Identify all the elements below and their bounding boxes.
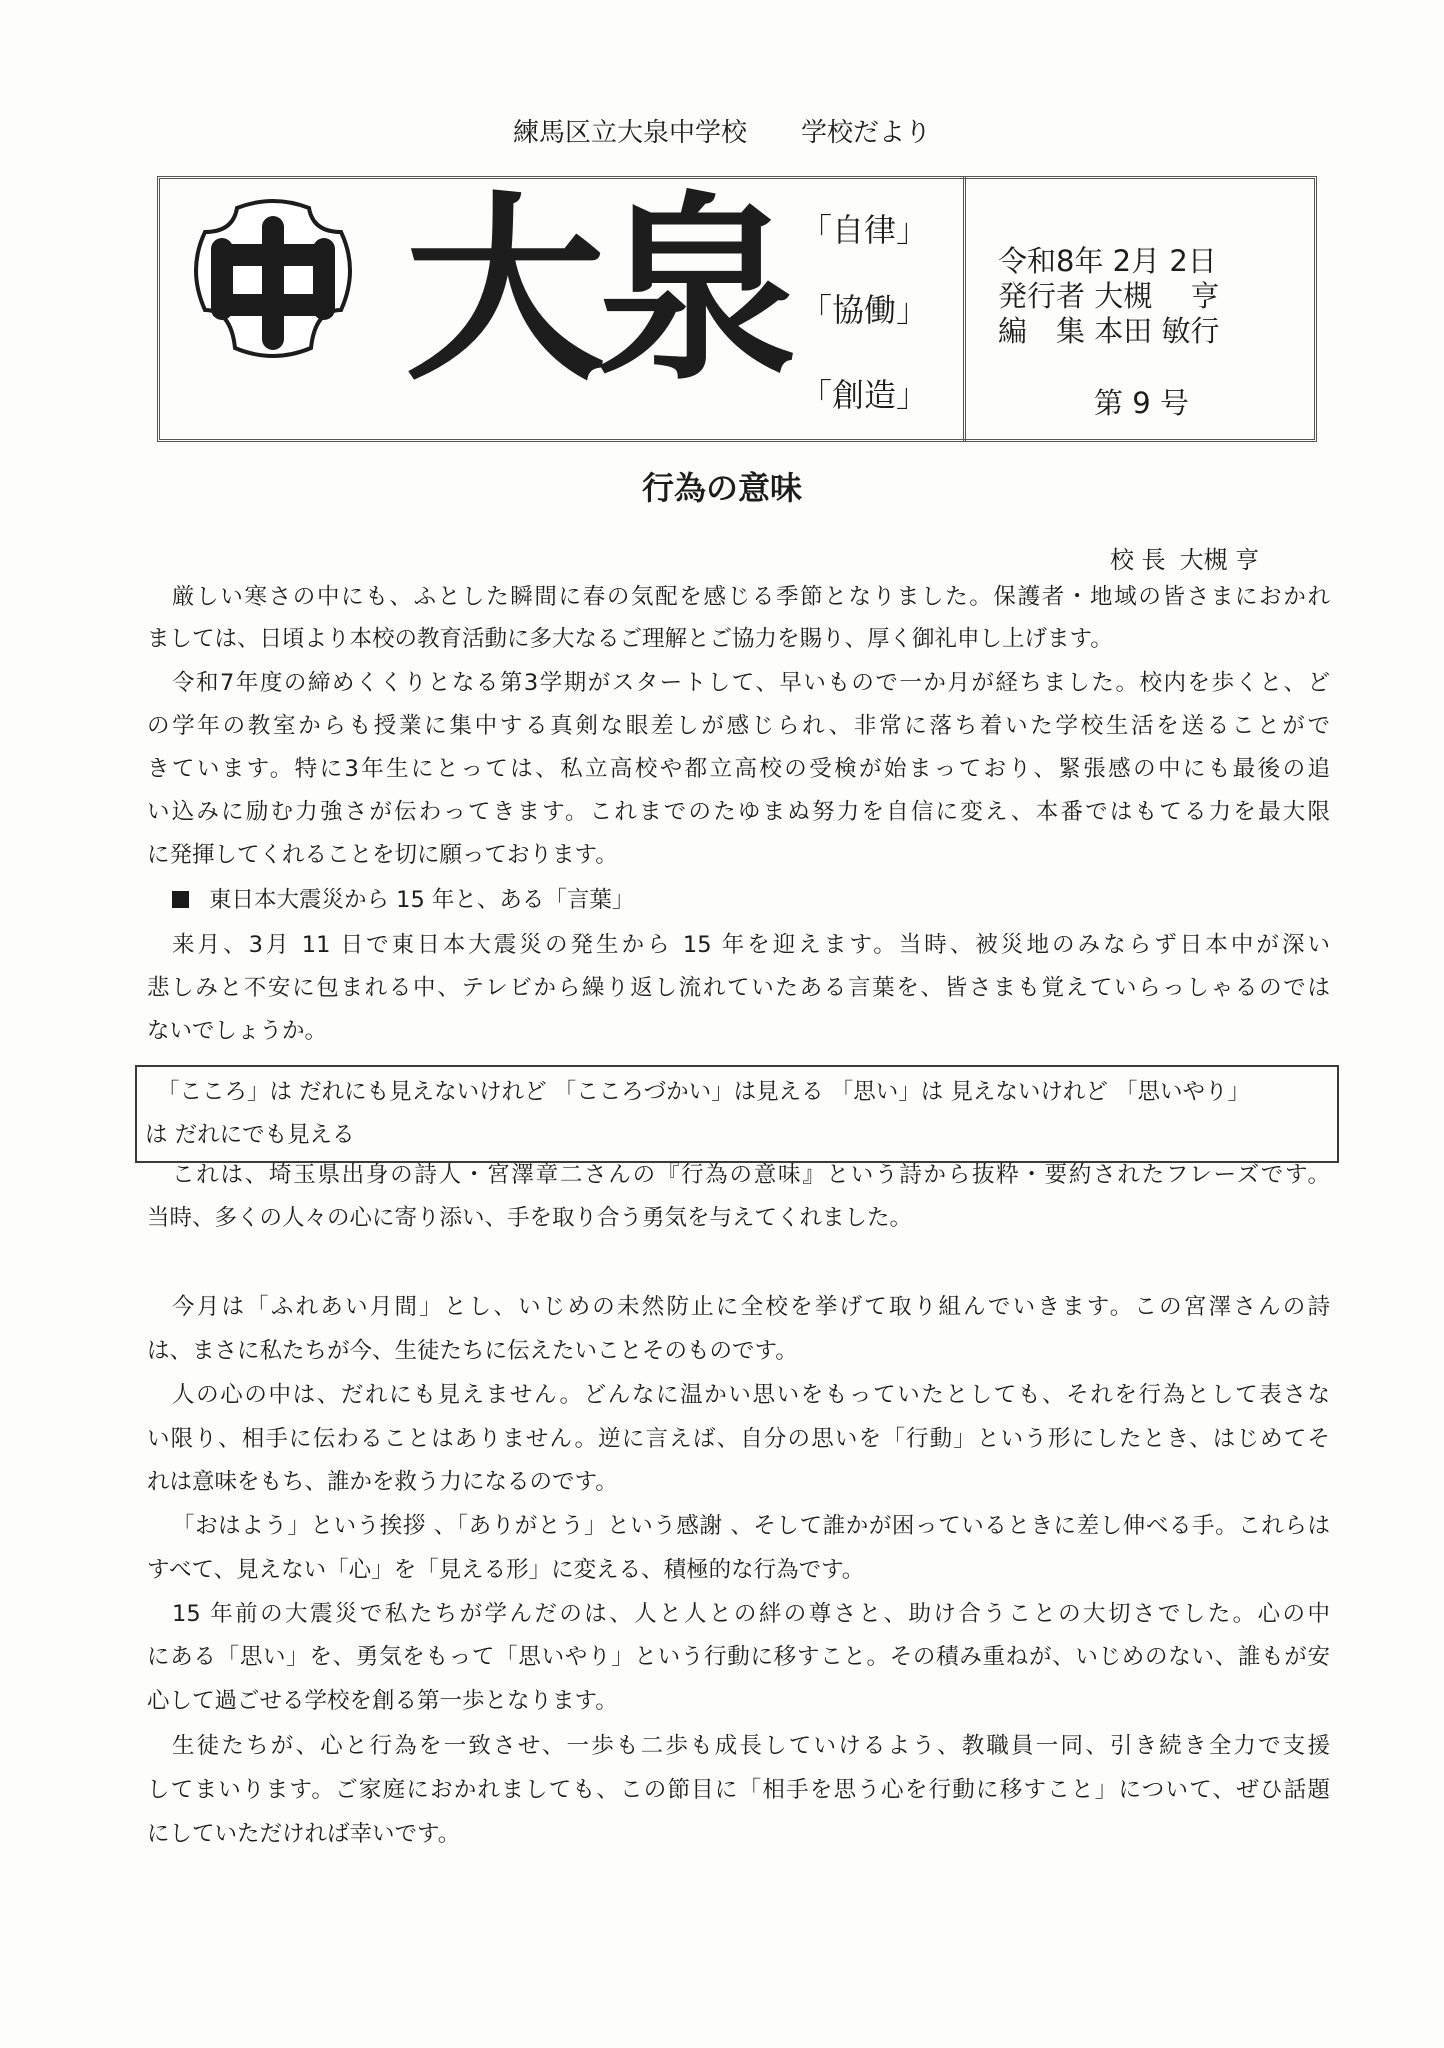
paragraph-7-line: 「おはよう」という挨拶 、「ありがとう」という感謝 、そして誰かが困っているときに差し伸べる手。これらは xyxy=(172,1513,1330,1539)
paragraph-3-line: ないでしょうか。 xyxy=(147,1018,328,1044)
paragraph-6-line: れは意味をもち、誰かを救う力になるのです。 xyxy=(147,1469,618,1495)
paragraph-1-line: ましては、日頃より本校の教育活動に多大なるご理解とご協力を賜り、厚く御礼申し上げます。 xyxy=(147,626,1113,652)
paragraph-2-line: 令和7年度の締めくくりとなる第3学期がスタートして、早いもので一か月が経ちました。校内を歩くと、ど xyxy=(172,670,1330,696)
paragraph-5-line: 今月は「ふれあい月間」とし、いじめの未然防止に全校を挙げて取り組んでいきます。この宮澤さんの詩 xyxy=(172,1294,1330,1320)
issue-number: 第 9 号 xyxy=(1094,386,1189,420)
section-heading xyxy=(172,885,1330,915)
square-bullet-icon xyxy=(172,891,189,908)
quote-box xyxy=(135,1065,1339,1163)
paragraph-9-line: 生徒たちが、心と行為を一致させ、一歩も二歩も成長していけるよう、教職員一同、引き続き全力で支援 xyxy=(172,1733,1330,1759)
paragraph-9-line: してまいります。ご家庭におかれましても、この節目に「相手を思う心を行動に移すこと」について、ぜひ話題 xyxy=(147,1777,1330,1803)
paragraph-4-line: 当時、多くの人々の心に寄り添い、手を取り合う勇気を与えてくれました。 xyxy=(147,1205,913,1231)
paragraph-2-line: に発揮してくれることを切に願っております。 xyxy=(147,842,618,868)
paragraph-2-line: きています。特に3年生にとっては、私立高校や都立高校の受検が始まっており、緊張感の中にも最後の追 xyxy=(147,756,1330,782)
editor xyxy=(998,314,1298,349)
motto-collaboration: 「協働」 xyxy=(800,291,929,329)
editor-name: 本田 敏行 xyxy=(1094,314,1220,348)
newsletter-title: 大泉 xyxy=(405,173,790,408)
school-name: 練馬区立大泉中学校 xyxy=(512,118,747,148)
paragraph-9-line: にしていただければ幸いです。 xyxy=(147,1821,461,1847)
publisher xyxy=(998,279,1298,314)
paragraph-6-line: 人の心の中は、だれにも見えません。どんなに温かい思いをもっていたとしても、それを行為として表さな xyxy=(172,1382,1330,1408)
emblem-char-stem xyxy=(262,216,284,350)
issue-date: 令和8年 2月 2日 xyxy=(998,244,1217,278)
publication-name: 学校だより xyxy=(801,118,932,148)
paragraph-8-line: 心して過ごせる学校を創る第一歩となります。 xyxy=(147,1688,618,1714)
article-signature xyxy=(1110,544,1259,576)
paragraph-5-line: は、まさに私たちが今、生徒たちに伝えたいことそのものです。 xyxy=(147,1338,798,1364)
paragraph-3-line: 来月、3月 11 日で東日本大震災の発生から 15 年を迎えます。当時、被災地のみならず日本中が深い xyxy=(172,932,1330,958)
article-title: 行為の意味 xyxy=(641,469,802,507)
section-heading-text: 東日本大震災から 15 年と、ある「言葉」 xyxy=(209,887,635,913)
quote-line: 「こころ」は だれにも見えないけれど 「こころづかい」は見える 「思い」は 見えないけれど 「思いやり」 xyxy=(157,1079,1251,1105)
publisher-label: 発行者 xyxy=(998,279,1086,313)
paragraph-4-line: これは、埼玉県出身の詩人・宮澤章二さんの『行為の意味』という詩から抜粋・要約されたフレーズです。 xyxy=(172,1162,1330,1188)
paragraph-2-line: い込みに励む力強さが伝わってきます。これまでのたゆまぬ努力を自信に変え、本番ではもてる力を最大限 xyxy=(147,799,1330,825)
paragraph-3-line: 悲しみと不安に包まれる中、テレビから繰り返し流れていたある言葉を、皆さまも覚えていらっしゃるのでは xyxy=(147,975,1330,1001)
motto-creation: 「創造」 xyxy=(800,376,929,414)
school-emblem-naka-icon xyxy=(173,186,375,374)
paragraph-2-line: の学年の教室からも授業に集中する真剣な眼差しが感じられ、非常に落ち着いた学校生活を送ることがで xyxy=(147,713,1330,739)
quote-line: は だれにでも見える xyxy=(145,1122,355,1148)
masthead xyxy=(0,116,1444,150)
author-role: 校 長 xyxy=(1110,546,1166,574)
motto-autonomy: 「自律」 xyxy=(800,211,929,249)
paragraph-1-line: 厳しい寒さの中にも、ふとした瞬間に春の気配を感じる季節となりました。保護者・地域の皆さまにおかれ xyxy=(172,584,1330,610)
paragraph-8-line: 15 年前の大震災で私たちが学んだのは、人と人との絆の尊さと、助け合うことの大切さでした。心の中 xyxy=(172,1601,1330,1627)
editor-label: 編 集 xyxy=(998,314,1086,348)
paragraph-8-line: にある「思い」を、勇気をもって「思いやり」という行動に移すこと。その積み重ねが、いじめのない、誰もが安 xyxy=(147,1644,1330,1670)
author-name: 大槻 亨 xyxy=(1179,546,1260,574)
paragraph-7-line: すべて、見えない「心」を「見える形」に変える、積極的な行為です。 xyxy=(147,1557,865,1583)
paragraph-6-line: い限り、相手に伝わることはありません。逆に言えば、自分の思いを「行動」という形にしたとき、はじめてそ xyxy=(147,1426,1330,1452)
publisher-name: 大槻 亨 xyxy=(1094,279,1220,313)
